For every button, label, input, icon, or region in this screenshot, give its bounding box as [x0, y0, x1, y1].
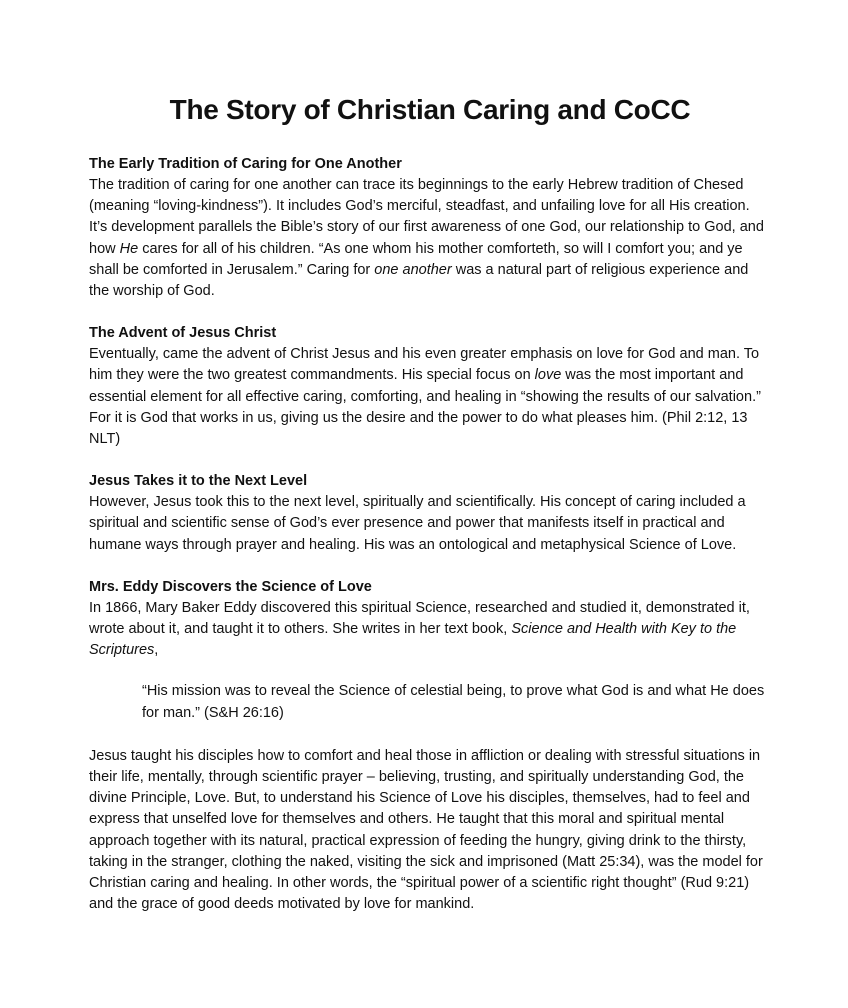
paragraph-emphasis: one another	[374, 261, 452, 278]
paragraph-text: was a natural part of religious experience and the worship of God.	[89, 261, 749, 300]
block-quote: “His mission was to reveal the Science of celestial being, to prove what God is and what He does for man.” (S&H 26:16)	[142, 683, 765, 721]
document-title: The Story of Christian Caring and CoCC	[169, 94, 691, 125]
section-early-tradition	[89, 154, 771, 302]
document-page	[89, 90, 771, 915]
section-advent-of-jesus	[89, 323, 771, 450]
section-paragraph	[89, 175, 771, 302]
section-paragraph	[89, 344, 771, 450]
section-heading: Jesus Takes it to the Next Level	[89, 473, 308, 490]
paragraph-emphasis: love	[534, 367, 562, 384]
book-title-emphasis: Science and Health with Key to the Scriptures	[89, 621, 737, 659]
paragraph-text: cares for all of his children. “As one whom his mother comforteth, so will I comfort you; and ye shall be comforted in Jerusalem.” Caring for	[89, 240, 743, 278]
section-heading: Mrs. Eddy Discovers the Science of Love	[89, 578, 372, 595]
section-mrs-eddy	[89, 577, 771, 916]
section-heading: The Early Tradition of Caring for One Another	[89, 156, 402, 172]
paragraph-emphasis: He	[119, 240, 139, 257]
paragraph-text: ,	[154, 642, 159, 659]
paragraph-text: was the most important and essential element for all effective caring, comforting, and healing in “showing the results of our salvation.” For it is God that works in us, giving us the desire and the power to do what pleases him. (Phil 2:12, 13 NLT)	[89, 367, 761, 448]
section-paragraph	[89, 598, 771, 662]
paragraph-text: Eventually, came the advent of Christ Jesus and his even greater emphasis on love for God and man. To him they were the two greatest commandments. His special focus on	[89, 346, 760, 384]
section-heading: The Advent of Jesus Christ	[89, 325, 277, 342]
section-next-level	[89, 471, 771, 556]
closing-paragraph: Jesus taught his disciples how to comfort and heal those in affliction or dealing with stressful situations in their life, mentally, through scientific prayer – believing, trusting, and spiritually understanding God, the divine Principle, Love. But, to understand his Science of Love his disciples, themselves, had to feel and express that unselfed love for themselves and others. He taught that this moral and spiritual mental approach together with its natural, practical expression of feeding the hungry, giving drink to the thirsty, taking in the stranger, clothing the naked, visiting the sick and imprisoned (Matt 25:34), was the model for Christian caring and healing. In other words, the “spiritual power of a scientific right thought” (Rud 9:21) and the grace of good deeds motivated by love for mankind.	[89, 747, 763, 913]
section-paragraph: However, Jesus took this to the next level, spiritually and scientifically. His concept of caring included a spiritual and scientific sense of God’s ever presence and power that manifests itself in practical and humane ways through prayer and healing. His was an ontological and metaphysical Science of Love.	[89, 494, 746, 553]
paragraph-text: The tradition of caring for one another can trace its beginnings to the early Hebrew tradition of Chesed (meaning “loving-kindness”). It includes God’s merciful, steadfast, and unfailing love for all His creation. It’s development parallels the Bible’s story of our first awareness of one God, our relationship to God, and how	[89, 177, 764, 257]
paragraph-text: In 1866, Mary Baker Eddy discovered this spiritual Science, researched and studied it, demonstrated it, wrote about it, and taught it to others. She writes in her text book,	[89, 599, 750, 638]
